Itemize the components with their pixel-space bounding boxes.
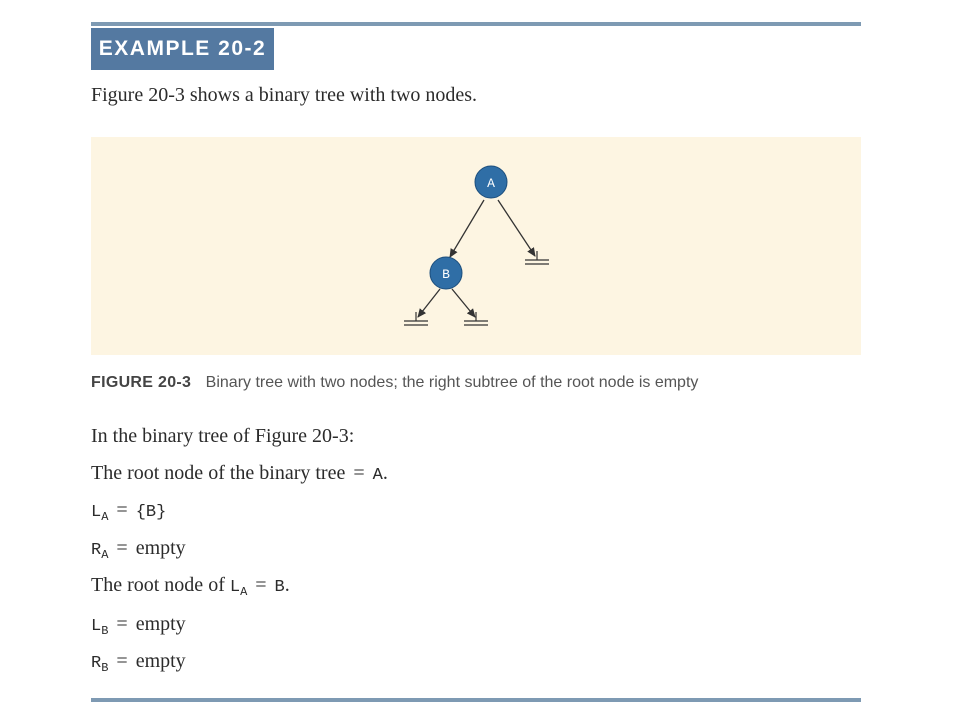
subscript-a: A (101, 510, 109, 524)
edge-a-right-null (498, 200, 535, 256)
equals-sign: = (116, 613, 128, 635)
example-tag: EXAMPLE 20-2 (91, 28, 274, 70)
edge-a-b (450, 200, 484, 257)
r-symbol: R (91, 654, 102, 673)
root-value: A (372, 466, 383, 485)
r-symbol: R (91, 541, 102, 560)
subscript-a: A (101, 548, 109, 562)
body-line-rb (91, 650, 186, 675)
root-of-la-value: B (274, 578, 285, 597)
equals-sign: = (116, 499, 128, 521)
body-line-ra (91, 537, 186, 562)
bottom-rule (91, 698, 861, 702)
edge-b-right-null (452, 289, 475, 317)
empty-value: empty (135, 650, 186, 672)
body-line-root (91, 462, 388, 485)
subscript-b: B (101, 661, 109, 675)
null-symbol-a-right (525, 251, 549, 264)
root-prefix: The root node of the binary tree (91, 462, 346, 484)
l-symbol: L (91, 503, 102, 522)
example-page (91, 22, 861, 702)
body-line-intro: In the binary tree of Figure 20-3: (91, 425, 355, 447)
intro-text: Figure 20-3 shows a binary tree with two nodes. (91, 84, 478, 106)
figure-caption (91, 374, 698, 392)
body-line-la (91, 499, 166, 524)
null-symbol-b-left (404, 312, 428, 325)
equals-sign: = (116, 650, 128, 672)
top-rule (91, 22, 861, 26)
edge-b-left-null (418, 289, 440, 317)
caption-label: FIGURE 20-3 (91, 374, 192, 391)
period: . (284, 574, 290, 596)
subscript-a: A (240, 585, 248, 599)
subscript-b: B (101, 624, 109, 638)
body-line-root-of-la (91, 574, 290, 599)
l-symbol: L (229, 578, 241, 597)
l-symbol: L (91, 617, 102, 636)
equals-sign: = (353, 462, 365, 484)
empty-value: empty (135, 613, 186, 635)
equals-sign: = (116, 537, 128, 559)
tree-node-b-label: B (442, 267, 450, 282)
null-symbol-b-right (464, 312, 488, 325)
empty-value: empty (135, 537, 186, 559)
tree-node-a-label: A (487, 176, 495, 191)
set-b: {B} (135, 503, 167, 522)
caption-text: Binary tree with two nodes; the right subtree of the root node is empty (205, 374, 699, 391)
equals-sign: = (255, 574, 267, 596)
root-of-prefix: The root node of (91, 574, 225, 596)
body-line-lb (91, 613, 186, 638)
figure-panel (91, 137, 861, 355)
period: . (382, 462, 388, 484)
binary-tree-diagram (91, 137, 861, 355)
